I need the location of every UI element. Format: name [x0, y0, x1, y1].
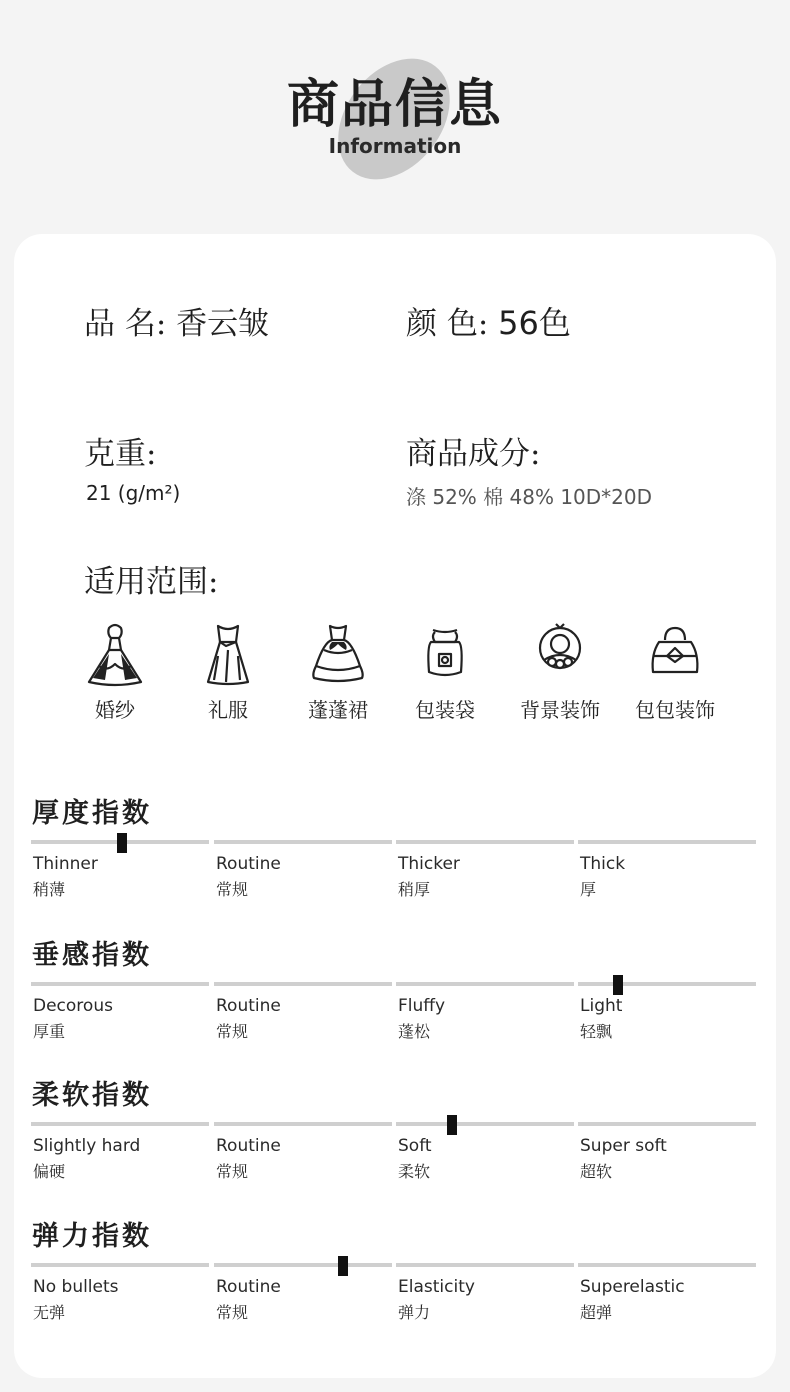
- index-track-segment: [214, 982, 392, 986]
- index-level-zh: 常规: [216, 880, 249, 899]
- index-level-zh: 常规: [216, 1022, 249, 1041]
- index-level-en: Routine: [216, 996, 281, 1016]
- index-level-zh: 超弹: [580, 1303, 613, 1322]
- index-marker: [447, 1115, 457, 1135]
- composition-label: 商品成分:: [406, 436, 541, 472]
- index-level-zh: 弹力: [398, 1303, 431, 1322]
- index-marker: [338, 1256, 348, 1276]
- index-track-segment: [396, 982, 574, 986]
- index-title: 垂感指数: [32, 940, 152, 971]
- index-track-segment: [578, 982, 756, 986]
- index-title: 弹力指数: [32, 1221, 152, 1252]
- index-level-zh: 超软: [580, 1162, 613, 1181]
- page-title: 商品信息: [286, 75, 503, 135]
- index-track-segment: [31, 1122, 209, 1126]
- name-label: 品 名:: [84, 306, 167, 342]
- index-track-segment: [578, 1122, 756, 1126]
- wedding-dress-icon: [83, 620, 147, 688]
- header: [0, 0, 790, 230]
- usage-item-wedding-dress: [60, 620, 170, 723]
- index-level-zh: 柔软: [398, 1162, 431, 1181]
- index-level-en: Thicker: [398, 854, 460, 874]
- index-level-en: Routine: [216, 854, 281, 874]
- handbag-icon: [643, 620, 707, 688]
- usage-label-text: 蓬蓬裙: [308, 698, 368, 722]
- gown-icon: [196, 620, 260, 688]
- usage-label-text: 婚纱: [95, 698, 135, 722]
- index-track-segment: [396, 840, 574, 844]
- usage-label-text: 背景装饰: [520, 698, 600, 722]
- index-level-zh: 轻飘: [580, 1022, 613, 1041]
- index-level-en: Superelastic: [580, 1277, 685, 1297]
- index-level-en: Fluffy: [398, 996, 446, 1016]
- index-level-en: Thinner: [33, 854, 98, 874]
- index-level-en: Decorous: [33, 996, 113, 1016]
- index-level-en: Soft: [398, 1136, 432, 1156]
- weight-value: 21 (g/m²): [86, 481, 181, 505]
- index-track-segment: [214, 1263, 392, 1267]
- index-level-en: Super soft: [580, 1136, 667, 1156]
- index-level-zh: 厚重: [33, 1022, 66, 1041]
- index-title: 柔软指数: [32, 1080, 152, 1111]
- usage-label-text: 包包装饰: [635, 698, 715, 722]
- name-field: [84, 298, 269, 343]
- usage-label: 适用范围:: [84, 564, 219, 600]
- color-field: [406, 298, 571, 344]
- index-level-en: Elasticity: [398, 1277, 475, 1297]
- index-level-zh: 厚: [580, 880, 597, 899]
- index-level-zh: 稍厚: [398, 880, 431, 899]
- gift-bag-icon: [413, 620, 477, 688]
- color-label: 颜 色:: [406, 306, 489, 342]
- usage-item-gift-bag: [390, 620, 500, 723]
- index-level-zh: 稍薄: [33, 880, 66, 899]
- index-level-en: Routine: [216, 1136, 281, 1156]
- index-track-segment: [214, 840, 392, 844]
- index-level-zh: 蓬松: [398, 1022, 431, 1041]
- background-decor-icon: [528, 620, 592, 688]
- index-level-en: Routine: [216, 1277, 281, 1297]
- index-track-segment: [214, 1122, 392, 1126]
- index-level-zh: 常规: [216, 1303, 249, 1322]
- usage-item-handbag: [620, 620, 730, 723]
- index-level-en: No bullets: [33, 1277, 119, 1297]
- index-level-zh: 常规: [216, 1162, 249, 1181]
- index-track-segment: [396, 1263, 574, 1267]
- color-value: 56色: [498, 304, 571, 342]
- index-marker: [117, 833, 127, 853]
- index-track-segment: [578, 840, 756, 844]
- index-track-segment: [31, 982, 209, 986]
- usage-item-puffy-skirt: [283, 620, 393, 723]
- usage-item-background-decor: [505, 620, 615, 723]
- index-level-zh: 偏硬: [33, 1162, 66, 1181]
- index-level-zh: 无弹: [33, 1303, 66, 1322]
- puffy-skirt-icon: [306, 620, 370, 688]
- usage-label-text: 礼服: [208, 698, 248, 722]
- index-marker: [613, 975, 623, 995]
- index-level-en: Thick: [580, 854, 626, 874]
- index-title: 厚度指数: [32, 798, 152, 829]
- composition-value: 涤 52% 棉 48% 10D*20D: [406, 485, 653, 509]
- index-track-segment: [578, 1263, 756, 1267]
- index-track-segment: [31, 1263, 209, 1267]
- weight-label: 克重:: [84, 436, 157, 472]
- index-level-en: Light: [580, 996, 623, 1016]
- name-value: 香云皱: [176, 306, 270, 342]
- page-subtitle: Information: [328, 134, 462, 158]
- usage-label-text: 包装袋: [415, 698, 475, 722]
- index-level-en: Slightly hard: [33, 1136, 141, 1156]
- index-track-segment: [396, 1122, 574, 1126]
- usage-item-gown: [173, 620, 283, 723]
